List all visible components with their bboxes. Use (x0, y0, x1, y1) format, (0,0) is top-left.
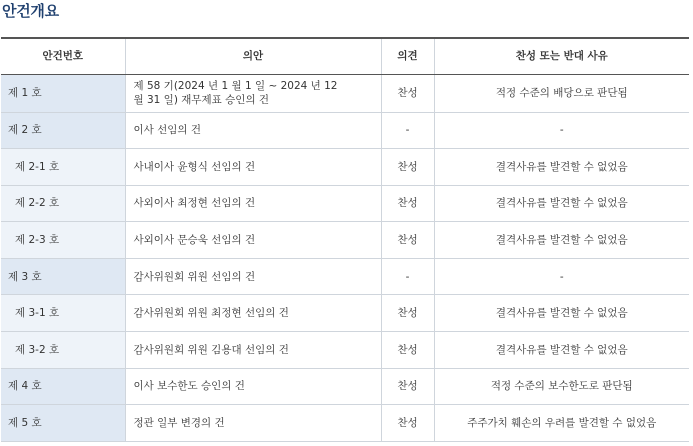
agenda-reason: 결격사유를 발견할 수 없었음 (434, 295, 689, 332)
table-row (1, 185, 689, 222)
agenda-reason: - (434, 258, 689, 295)
agenda-title: 감사위원회 위원 최정현 선임의 건 (125, 295, 381, 332)
agenda-table (1, 37, 689, 442)
agenda-number: 제 2-2 호 (1, 185, 125, 222)
table-row (1, 149, 689, 186)
agenda-title: 정관 일부 변경의 건 (125, 405, 381, 442)
table-row (1, 295, 689, 332)
agenda-reason: 결격사유를 발견할 수 없었음 (434, 332, 689, 369)
page-title: 안건개요 (2, 2, 59, 20)
agenda-opinion: 찬성 (381, 295, 434, 332)
agenda-opinion: 찬성 (381, 405, 434, 442)
agenda-reason: 적정 수준의 배당으로 판단됨 (434, 74, 689, 112)
table-row (1, 74, 689, 112)
agenda-opinion: - (381, 258, 434, 295)
agenda-reason: - (434, 112, 689, 149)
table-header-row (1, 38, 689, 74)
agenda-number: 제 1 호 (1, 74, 125, 112)
table-row (1, 332, 689, 369)
agenda-number: 제 3 호 (1, 258, 125, 295)
table-row (1, 112, 689, 149)
agenda-number: 제 2 호 (1, 112, 125, 149)
agenda-title: 감사위원회 위원 김용대 선임의 건 (125, 332, 381, 369)
agenda-number: 제 3-1 호 (1, 295, 125, 332)
header-opinion: 의견 (381, 38, 434, 74)
agenda-reason: 결격사유를 발견할 수 없었음 (434, 222, 689, 259)
agenda-number: 제 2-1 호 (1, 149, 125, 186)
agenda-title: 사내이사 윤형식 선임의 건 (125, 149, 381, 186)
agenda-number: 제 4 호 (1, 368, 125, 405)
agenda-opinion: - (381, 112, 434, 149)
agenda-number: 제 2-3 호 (1, 222, 125, 259)
agenda-opinion: 찬성 (381, 222, 434, 259)
table-row (1, 258, 689, 295)
agenda-reason: 결격사유를 발견할 수 없었음 (434, 149, 689, 186)
agenda-opinion: 찬성 (381, 149, 434, 186)
agenda-reason: 주주가치 훼손의 우려를 발견할 수 없었음 (434, 405, 689, 442)
agenda-title: 감사위원회 위원 선임의 건 (125, 258, 381, 295)
header-agenda: 의안 (125, 38, 381, 74)
agenda-opinion: 찬성 (381, 185, 434, 222)
agenda-opinion: 찬성 (381, 368, 434, 405)
table-row (1, 405, 689, 442)
table-row (1, 222, 689, 259)
agenda-title: 이사 보수한도 승인의 건 (125, 368, 381, 405)
header-number: 안건번호 (1, 38, 125, 74)
agenda-opinion: 찬성 (381, 74, 434, 112)
agenda-number: 제 5 호 (1, 405, 125, 442)
agenda-number: 제 3-2 호 (1, 332, 125, 369)
agenda-title: 제 58 기(2024 년 1 월 1 일 ~ 2024 년 12 월 31 일) 재무제표 승인의 건 (125, 74, 381, 112)
agenda-opinion: 찬성 (381, 332, 434, 369)
header-reason: 찬성 또는 반대 사유 (434, 38, 689, 74)
agenda-title: 사외이사 최정현 선임의 건 (125, 185, 381, 222)
agenda-title: 사외이사 문승욱 선임의 건 (125, 222, 381, 259)
agenda-reason: 결격사유를 발견할 수 없었음 (434, 185, 689, 222)
agenda-reason: 적정 수준의 보수한도로 판단됨 (434, 368, 689, 405)
agenda-title: 이사 선임의 건 (125, 112, 381, 149)
table-row (1, 368, 689, 405)
